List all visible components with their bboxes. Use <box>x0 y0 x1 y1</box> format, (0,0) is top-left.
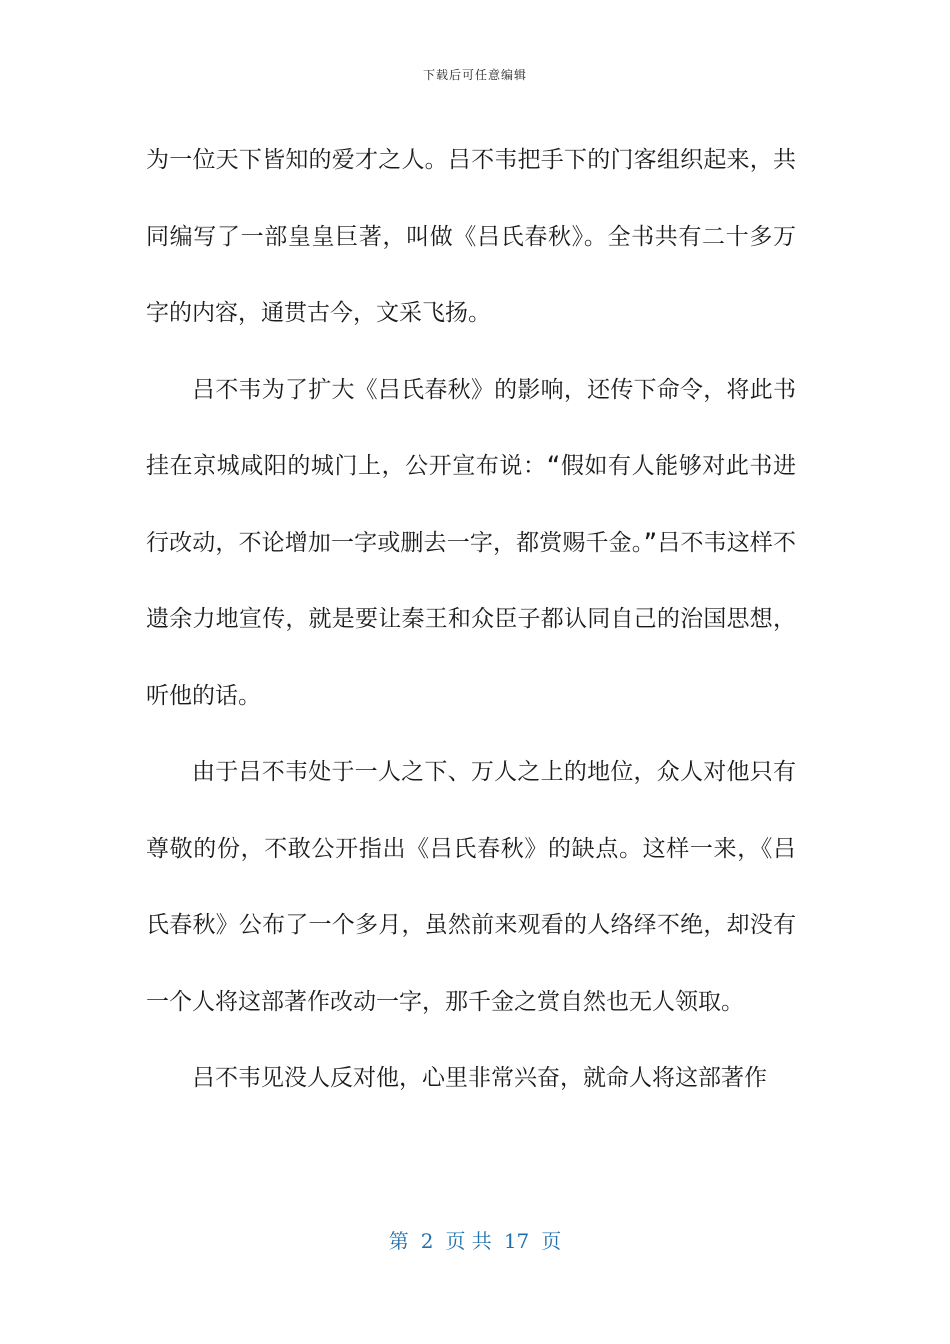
page-header: 下载后可任意编辑 <box>422 68 527 82</box>
footer-suffix: 页 <box>541 1229 562 1253</box>
page-footer <box>0 1225 950 1254</box>
footer-middle: 页 共 <box>445 1229 492 1253</box>
paragraph: 由于吕不韦处于一人之下、万人之上的地位，众人对他只有尊敬的份，不敢公开指出《吕氏春秋》的缺点。这样一来，《吕氏春秋》公布了一个多月，虽然前来观看的人络绎不绝，却没有一个人将这部著作改动一字，那千金之赏自然也无人领取。 <box>146 759 796 1015</box>
paragraph: 为一位天下皆知的爱才之人。吕不韦把手下的门客组织起来，共同编写了一部皇皇巨著，叫做《吕氏春秋》。全书共有二十多万字的内容，通贯古今，文采飞扬。 <box>146 147 796 326</box>
paragraph: 吕不韦见没人反对他，心里非常兴奋，就命人将这部著作 <box>192 1065 767 1091</box>
document-body <box>146 122 796 1117</box>
footer-prefix: 第 <box>388 1229 409 1253</box>
footer-total-pages: 17 <box>503 1229 530 1253</box>
footer-current-page: 2 <box>420 1229 434 1253</box>
paragraph: 吕不韦为了扩大《吕氏春秋》的影响，还传下命令，将此书挂在京城咸阳的城门上，公开宣布说：“假如有人能够对此书进行改动，不论增加一字或删去一字，都赏赐千金。”吕不韦这样不遗余力地宣传，就是要让秦王和众臣子都认同自己的治国思想，听他的话。 <box>146 376 796 709</box>
